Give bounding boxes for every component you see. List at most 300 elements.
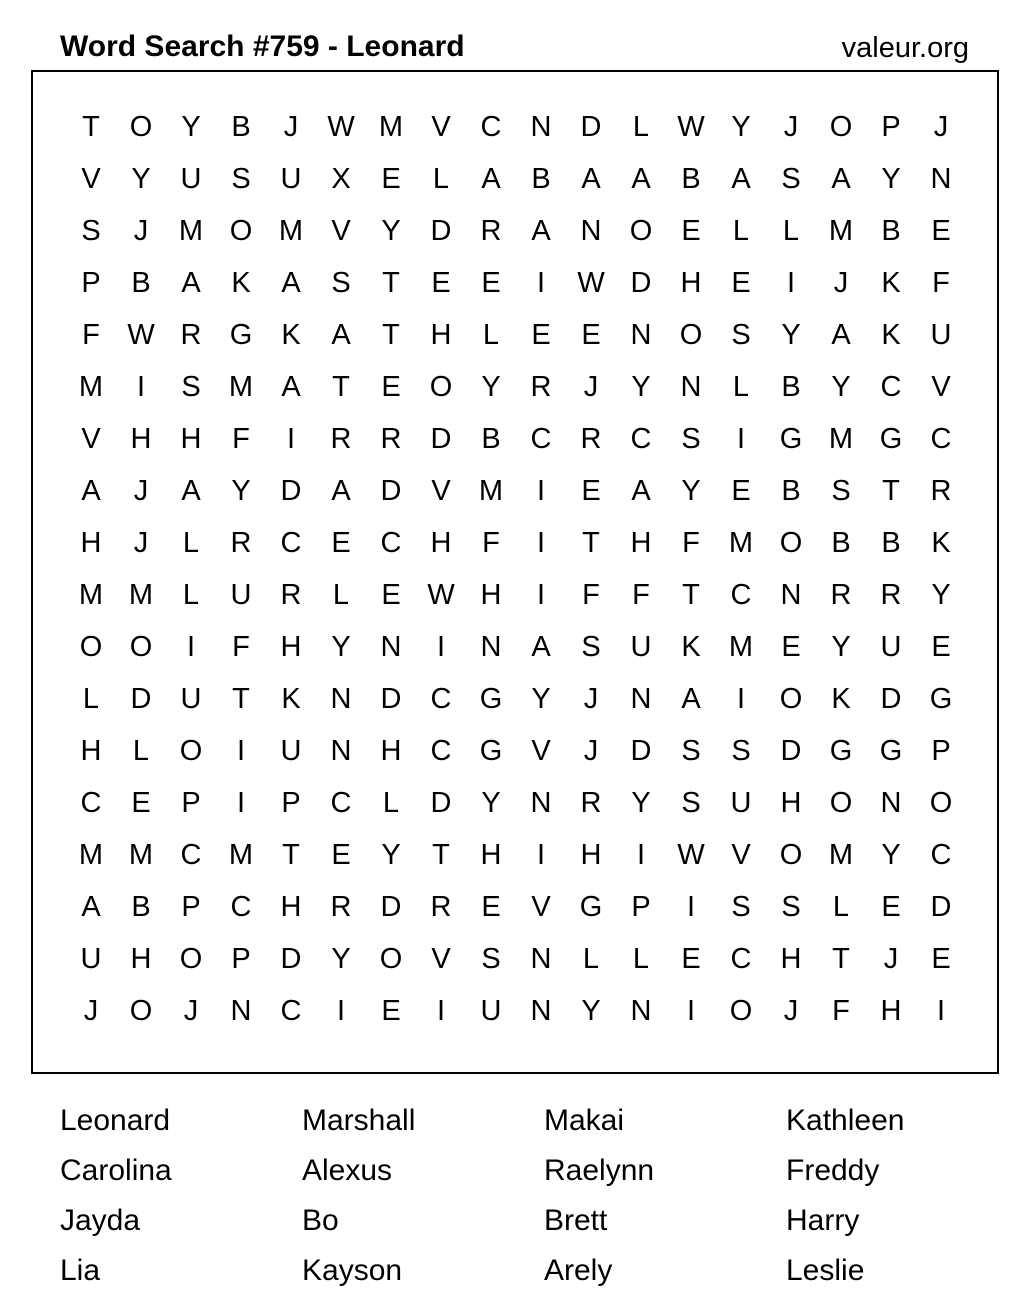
grid-letter: O <box>229 214 253 247</box>
grid-letter: O <box>729 994 753 1027</box>
grid-letter: U <box>280 162 302 195</box>
grid-letter: A <box>631 162 651 195</box>
grid-letter: C <box>630 422 652 455</box>
grid-letter: V <box>331 214 351 247</box>
grid-letter: A <box>631 474 651 507</box>
grid-letter: H <box>480 578 502 611</box>
grid-letter: L <box>482 318 500 351</box>
grid-letter: H <box>380 734 402 767</box>
grid-letter: S <box>81 214 101 247</box>
word-list-item: Marshall <box>302 1104 416 1137</box>
word-list-item: Leonard <box>60 1104 171 1137</box>
grid-letter: Y <box>381 838 401 871</box>
grid-letter: A <box>481 162 501 195</box>
grid-letter: M <box>728 526 754 559</box>
grid-letter: A <box>831 162 851 195</box>
grid-letter: R <box>380 422 402 455</box>
grid-letter: M <box>828 422 854 455</box>
grid-letter: D <box>380 682 402 715</box>
word-list-item: Lia <box>60 1254 101 1287</box>
grid-letter: O <box>79 630 103 663</box>
grid-letter: J <box>933 110 949 143</box>
grid-letter: N <box>530 786 552 819</box>
grid-letter: M <box>728 630 754 663</box>
grid-letter: Y <box>481 786 501 819</box>
grid-letter: B <box>481 422 501 455</box>
grid-letter: C <box>730 578 752 611</box>
grid-letter: F <box>632 578 650 611</box>
grid-letter: A <box>281 370 301 403</box>
grid-letter: Y <box>831 370 851 403</box>
grid-letter: T <box>832 942 850 975</box>
grid-letter: D <box>380 474 402 507</box>
grid-letter: M <box>228 370 254 403</box>
grid-letter: B <box>781 474 801 507</box>
grid-letter: V <box>531 890 551 923</box>
grid-letter: M <box>828 838 854 871</box>
grid-letter: B <box>831 526 851 559</box>
grid-letter: C <box>530 422 552 455</box>
grid-letter: L <box>432 162 450 195</box>
grid-letter: F <box>82 318 100 351</box>
grid-letter: Y <box>731 110 751 143</box>
grid-letter: S <box>181 370 201 403</box>
grid-letter: K <box>881 318 901 351</box>
grid-letter: T <box>232 682 250 715</box>
grid-letter: E <box>131 786 151 819</box>
grid-letter: S <box>481 942 501 975</box>
letter-grid <box>66 101 966 1037</box>
grid-letter: P <box>631 890 651 923</box>
grid-letter: F <box>232 630 250 663</box>
grid-letter: U <box>80 942 102 975</box>
grid-letter: E <box>431 266 451 299</box>
grid-letter: L <box>782 214 800 247</box>
grid-letter: C <box>230 890 252 923</box>
grid-letter: P <box>931 734 951 767</box>
grid-letter: Y <box>331 630 351 663</box>
grid-letter: W <box>327 110 355 143</box>
grid-letter: G <box>579 890 603 923</box>
grid-letter: E <box>931 942 951 975</box>
grid-letter: I <box>186 630 196 663</box>
grid-letter: A <box>831 318 851 351</box>
grid-letter: D <box>880 682 902 715</box>
grid-letter: I <box>286 422 296 455</box>
grid-letter: U <box>480 994 502 1027</box>
grid-letter: W <box>127 318 155 351</box>
grid-letter: J <box>583 734 599 767</box>
grid-letter: N <box>330 682 352 715</box>
grid-letter: L <box>182 526 200 559</box>
word-list-item: Makai <box>544 1104 625 1137</box>
grid-letter: Y <box>381 214 401 247</box>
grid-letter: A <box>181 266 201 299</box>
grid-letter: C <box>280 994 302 1027</box>
grid-letter: I <box>686 994 696 1027</box>
grid-letter: I <box>536 474 546 507</box>
grid-letter: I <box>536 266 546 299</box>
grid-letter: K <box>281 682 301 715</box>
grid-letter: W <box>677 838 705 871</box>
grid-letter: E <box>581 474 601 507</box>
grid-letter: L <box>632 110 650 143</box>
grid-letter: N <box>930 162 952 195</box>
grid-letter: T <box>882 474 900 507</box>
grid-letter: H <box>430 318 452 351</box>
grid-letter: S <box>681 734 701 767</box>
grid-letter: Y <box>481 370 501 403</box>
grid-letter: H <box>130 942 152 975</box>
grid-letter: Y <box>581 994 601 1027</box>
grid-letter: S <box>731 734 751 767</box>
grid-letter: R <box>430 890 452 923</box>
grid-letter: L <box>132 734 150 767</box>
grid-letter: G <box>879 734 903 767</box>
grid-letter: F <box>582 578 600 611</box>
grid-letter: P <box>281 786 301 819</box>
grid-letter: E <box>731 474 751 507</box>
grid-letter: D <box>930 890 952 923</box>
word-list-item: Brett <box>544 1204 608 1237</box>
grid-letter: R <box>480 214 502 247</box>
grid-letter: G <box>479 734 503 767</box>
grid-letter: H <box>180 422 202 455</box>
grid-letter: O <box>779 838 803 871</box>
grid-letter: J <box>133 214 149 247</box>
grid-letter: K <box>281 318 301 351</box>
grid-letter: C <box>430 682 452 715</box>
word-list-item: Alexus <box>302 1154 393 1187</box>
grid-letter: H <box>580 838 602 871</box>
grid-letter: R <box>330 890 352 923</box>
grid-letter: E <box>331 526 351 559</box>
grid-letter: E <box>381 370 401 403</box>
grid-letter: N <box>780 578 802 611</box>
grid-letter: R <box>930 474 952 507</box>
grid-letter: T <box>382 266 400 299</box>
grid-letter: M <box>78 370 104 403</box>
grid-letter: U <box>180 162 202 195</box>
grid-letter: F <box>482 526 500 559</box>
grid-letter: R <box>230 526 252 559</box>
grid-letter: A <box>331 474 351 507</box>
grid-letter: G <box>929 682 953 715</box>
grid-letter: E <box>781 630 801 663</box>
grid-letter: C <box>80 786 102 819</box>
grid-letter: L <box>382 786 400 819</box>
grid-letter: H <box>880 994 902 1027</box>
grid-letter: L <box>732 214 750 247</box>
word-list-item: Harry <box>786 1204 860 1237</box>
word-list-item: Kathleen <box>786 1104 905 1137</box>
grid-letter: P <box>181 890 201 923</box>
grid-letter: T <box>582 526 600 559</box>
word-list-item: Arely <box>544 1254 613 1287</box>
grid-letter: N <box>680 370 702 403</box>
grid-letter: I <box>736 422 746 455</box>
grid-letter: C <box>930 838 952 871</box>
grid-letter: Y <box>131 162 151 195</box>
grid-letter: K <box>681 630 701 663</box>
grid-letter: A <box>81 474 101 507</box>
grid-letter: D <box>630 266 652 299</box>
grid-letter: N <box>630 682 652 715</box>
grid-letter: S <box>231 162 251 195</box>
grid-letter: R <box>880 578 902 611</box>
grid-letter: J <box>183 994 199 1027</box>
grid-letter: E <box>881 890 901 923</box>
grid-letter: J <box>283 110 299 143</box>
grid-letter: U <box>280 734 302 767</box>
grid-letter: C <box>730 942 752 975</box>
grid-letter: G <box>479 682 503 715</box>
grid-letter: U <box>730 786 752 819</box>
grid-letter: A <box>281 266 301 299</box>
grid-letter: E <box>381 162 401 195</box>
grid-letter: N <box>630 994 652 1027</box>
grid-letter: U <box>180 682 202 715</box>
grid-letter: L <box>332 578 350 611</box>
grid-letter: J <box>583 682 599 715</box>
grid-letter: J <box>783 110 799 143</box>
grid-letter: H <box>780 786 802 819</box>
grid-letter: W <box>677 110 705 143</box>
grid-letter: S <box>681 422 701 455</box>
grid-letter: E <box>381 994 401 1027</box>
grid-letter: O <box>929 786 953 819</box>
grid-letter: L <box>182 578 200 611</box>
grid-letter: D <box>430 422 452 455</box>
grid-letter: H <box>780 942 802 975</box>
grid-letter: E <box>331 838 351 871</box>
grid-letter: C <box>430 734 452 767</box>
grid-letter: E <box>731 266 751 299</box>
grid-letter: U <box>230 578 252 611</box>
grid-letter: T <box>82 110 100 143</box>
grid-letter: A <box>531 214 551 247</box>
word-list <box>60 1096 1028 1296</box>
word-list-item: Leslie <box>786 1254 865 1287</box>
grid-letter: C <box>330 786 352 819</box>
grid-letter: K <box>831 682 851 715</box>
grid-letter: V <box>81 422 101 455</box>
grid-letter: W <box>427 578 455 611</box>
grid-letter: O <box>129 630 153 663</box>
grid-letter: I <box>536 838 546 871</box>
grid-letter: H <box>630 526 652 559</box>
grid-letter: F <box>832 994 850 1027</box>
grid-letter: D <box>430 786 452 819</box>
grid-letter: D <box>280 474 302 507</box>
grid-letter: G <box>879 422 903 455</box>
grid-letter: H <box>280 630 302 663</box>
grid-letter: V <box>931 370 951 403</box>
grid-letter: O <box>779 526 803 559</box>
grid-letter: D <box>630 734 652 767</box>
grid-letter: H <box>130 422 152 455</box>
grid-letter: N <box>380 630 402 663</box>
grid-letter: S <box>781 162 801 195</box>
grid-letter: I <box>786 266 796 299</box>
grid-letter: Y <box>781 318 801 351</box>
grid-letter: C <box>930 422 952 455</box>
grid-letter: K <box>931 526 951 559</box>
grid-letter: M <box>278 214 304 247</box>
grid-letter: N <box>480 630 502 663</box>
grid-letter: O <box>829 786 853 819</box>
word-list-item: Kayson <box>302 1254 403 1287</box>
grid-letter: M <box>228 838 254 871</box>
grid-letter: E <box>481 266 501 299</box>
grid-letter: D <box>380 890 402 923</box>
grid-letter: M <box>128 838 154 871</box>
grid-letter: M <box>478 474 504 507</box>
grid-letter: Y <box>881 162 901 195</box>
grid-letter: I <box>436 630 446 663</box>
grid-letter: S <box>831 474 851 507</box>
grid-letter: N <box>530 994 552 1027</box>
grid-letter: G <box>229 318 253 351</box>
grid-letter: J <box>833 266 849 299</box>
grid-letter: V <box>531 734 551 767</box>
grid-letter: M <box>828 214 854 247</box>
grid-letter: F <box>682 526 700 559</box>
grid-letter: O <box>129 110 153 143</box>
grid-letter: O <box>679 318 703 351</box>
grid-letter: R <box>580 422 602 455</box>
grid-letter: D <box>280 942 302 975</box>
grid-letter: P <box>231 942 251 975</box>
grid-letter: F <box>232 422 250 455</box>
grid-letter: C <box>380 526 402 559</box>
grid-letter: M <box>378 110 404 143</box>
grid-letter: C <box>480 110 502 143</box>
grid-letter: K <box>881 266 901 299</box>
grid-letter: E <box>481 890 501 923</box>
grid-letter: U <box>630 630 652 663</box>
grid-letter: L <box>832 890 850 923</box>
grid-letter: B <box>881 214 901 247</box>
grid-letter: S <box>581 630 601 663</box>
grid-letter: Y <box>231 474 251 507</box>
grid-letter: Y <box>531 682 551 715</box>
grid-letter: R <box>580 786 602 819</box>
grid-letter: H <box>80 526 102 559</box>
grid-letter: A <box>581 162 601 195</box>
grid-letter: P <box>181 786 201 819</box>
grid-letter: E <box>531 318 551 351</box>
grid-letter: D <box>430 214 452 247</box>
grid-letter: V <box>431 942 451 975</box>
grid-letter: S <box>681 786 701 819</box>
grid-letter: V <box>431 110 451 143</box>
grid-letter: L <box>82 682 100 715</box>
grid-letter: I <box>736 682 746 715</box>
grid-letter: N <box>230 994 252 1027</box>
grid-letter: S <box>731 318 751 351</box>
grid-letter: C <box>880 370 902 403</box>
puzzle-frame <box>31 70 999 1074</box>
grid-letter: S <box>781 890 801 923</box>
grid-letter: U <box>880 630 902 663</box>
grid-letter: O <box>379 942 403 975</box>
grid-letter: B <box>681 162 701 195</box>
grid-letter: O <box>179 942 203 975</box>
word-list-item: Jayda <box>60 1204 141 1237</box>
grid-letter: T <box>432 838 450 871</box>
grid-letter: D <box>780 734 802 767</box>
word-list-item: Bo <box>302 1204 339 1237</box>
grid-letter: A <box>81 890 101 923</box>
grid-letter: S <box>731 890 751 923</box>
grid-letter: O <box>779 682 803 715</box>
grid-letter: O <box>629 214 653 247</box>
grid-letter: O <box>129 994 153 1027</box>
grid-letter: R <box>280 578 302 611</box>
grid-letter: O <box>829 110 853 143</box>
grid-letter: I <box>336 994 346 1027</box>
grid-letter: I <box>636 838 646 871</box>
grid-letter: G <box>829 734 853 767</box>
grid-letter: U <box>930 318 952 351</box>
grid-letter: I <box>936 994 946 1027</box>
grid-letter: F <box>932 266 950 299</box>
grid-letter: I <box>236 786 246 819</box>
grid-letter: Y <box>331 942 351 975</box>
grid-letter: Y <box>681 474 701 507</box>
grid-letter: N <box>580 214 602 247</box>
grid-letter: M <box>178 214 204 247</box>
grid-letter: Y <box>631 786 651 819</box>
grid-letter: I <box>536 526 546 559</box>
word-list-item: Freddy <box>786 1154 880 1187</box>
grid-letter: M <box>78 838 104 871</box>
grid-letter: N <box>530 942 552 975</box>
grid-letter: A <box>731 162 751 195</box>
grid-letter: N <box>880 786 902 819</box>
grid-letter: E <box>381 578 401 611</box>
grid-letter: H <box>480 838 502 871</box>
grid-letter: I <box>136 370 146 403</box>
grid-letter: R <box>830 578 852 611</box>
grid-letter: A <box>681 682 701 715</box>
grid-letter: V <box>81 162 101 195</box>
grid-letter: J <box>883 942 899 975</box>
grid-letter: E <box>931 214 951 247</box>
grid-letter: J <box>583 370 599 403</box>
grid-letter: I <box>436 994 446 1027</box>
grid-letter: B <box>781 370 801 403</box>
grid-letter: Y <box>831 630 851 663</box>
grid-letter: V <box>731 838 751 871</box>
grid-letter: E <box>681 942 701 975</box>
grid-letter: W <box>577 266 605 299</box>
grid-letter: T <box>382 318 400 351</box>
grid-letter: L <box>732 370 750 403</box>
grid-letter: R <box>530 370 552 403</box>
grid-letter: J <box>133 474 149 507</box>
grid-letter: G <box>779 422 803 455</box>
word-list-item: Raelynn <box>544 1154 655 1187</box>
grid-letter: Y <box>931 578 951 611</box>
grid-letter: K <box>231 266 251 299</box>
puzzle-title: Word Search #759 - Leonard <box>60 30 465 63</box>
grid-letter: H <box>430 526 452 559</box>
grid-letter: R <box>330 422 352 455</box>
grid-letter: H <box>680 266 702 299</box>
grid-letter: I <box>536 578 546 611</box>
